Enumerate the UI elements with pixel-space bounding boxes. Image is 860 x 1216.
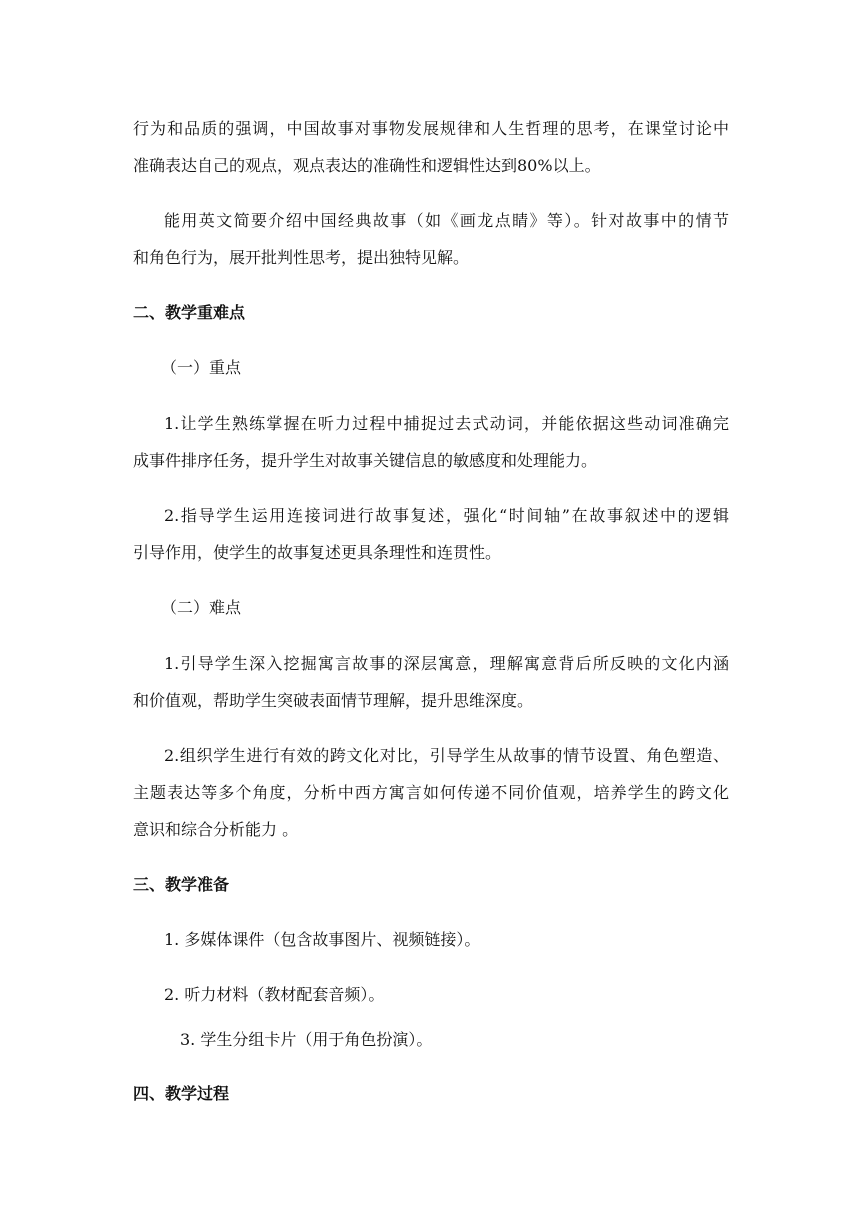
difficult-point-2-line-2: 主题表达等多个角度，分析中西方寓言如何传递不同价值观，培养学生的跨文化 (133, 783, 729, 802)
key-point-2-line-2: 引导作用，使学生的故事复述更具条理性和连贯性。 (133, 543, 502, 562)
key-point-2-line-1: 2.指导学生运用连接词进行故事复述，强化“时间轴”在故事叙述中的逻辑 (164, 506, 729, 525)
difficult-point-2-line-1: 2.组织学生进行有效的跨文化对比，引导学生从故事的情节设置、角色塑造、 (164, 746, 729, 765)
preparation-item-3: 3. 学生分组卡片（用于角色扮演）。 (180, 1030, 433, 1049)
difficult-point-2-line-3: 意识和综合分析能力 。 (133, 820, 299, 839)
section-heading-teaching-process: 四、教学过程 (133, 1084, 230, 1103)
subheading-difficult-points: （二）难点 (161, 598, 242, 617)
preparation-item-1: 1. 多媒体课件（包含故事图片、视频链接）。 (164, 930, 481, 949)
subheading-key-points: （一）重点 (161, 358, 242, 377)
objective-paragraph-2-line-2: 和角色行为，展开批判性思考，提出独特见解。 (133, 248, 470, 267)
objective-paragraph-2-line-1: 能用英文简要介绍中国经典故事（如《画龙点睛》等）。针对故事中的情节 (164, 211, 729, 230)
difficult-point-1-line-2: 和价值观，帮助学生突破表面情节理解，提升思维深度。 (133, 691, 534, 710)
section-heading-key-difficult-points: 二、教学重难点 (133, 303, 246, 322)
objective-paragraph-1-line-1: 行为和品质的强调，中国故事对事物发展规律和人生哲理的思考，在课堂讨论中 (133, 119, 729, 138)
difficult-point-1-line-1: 1.引导学生深入挖掘寓言故事的深层寓意，理解寓意背后所反映的文化内涵 (164, 654, 729, 673)
key-point-1-line-1: 1.让学生熟练掌握在听力过程中捕捉过去式动词，并能依据这些动词准确完 (164, 414, 729, 433)
section-heading-preparation: 三、教学准备 (133, 875, 230, 894)
preparation-item-2: 2. 听力材料（教材配套音频）。 (164, 985, 385, 1004)
key-point-1-line-2: 成事件排序任务，提升学生对故事关键信息的敏感度和处理能力。 (133, 451, 598, 470)
objective-paragraph-1-line-2: 准确表达自己的观点，观点表达的准确性和逻辑性达到80%以上。 (133, 156, 601, 175)
